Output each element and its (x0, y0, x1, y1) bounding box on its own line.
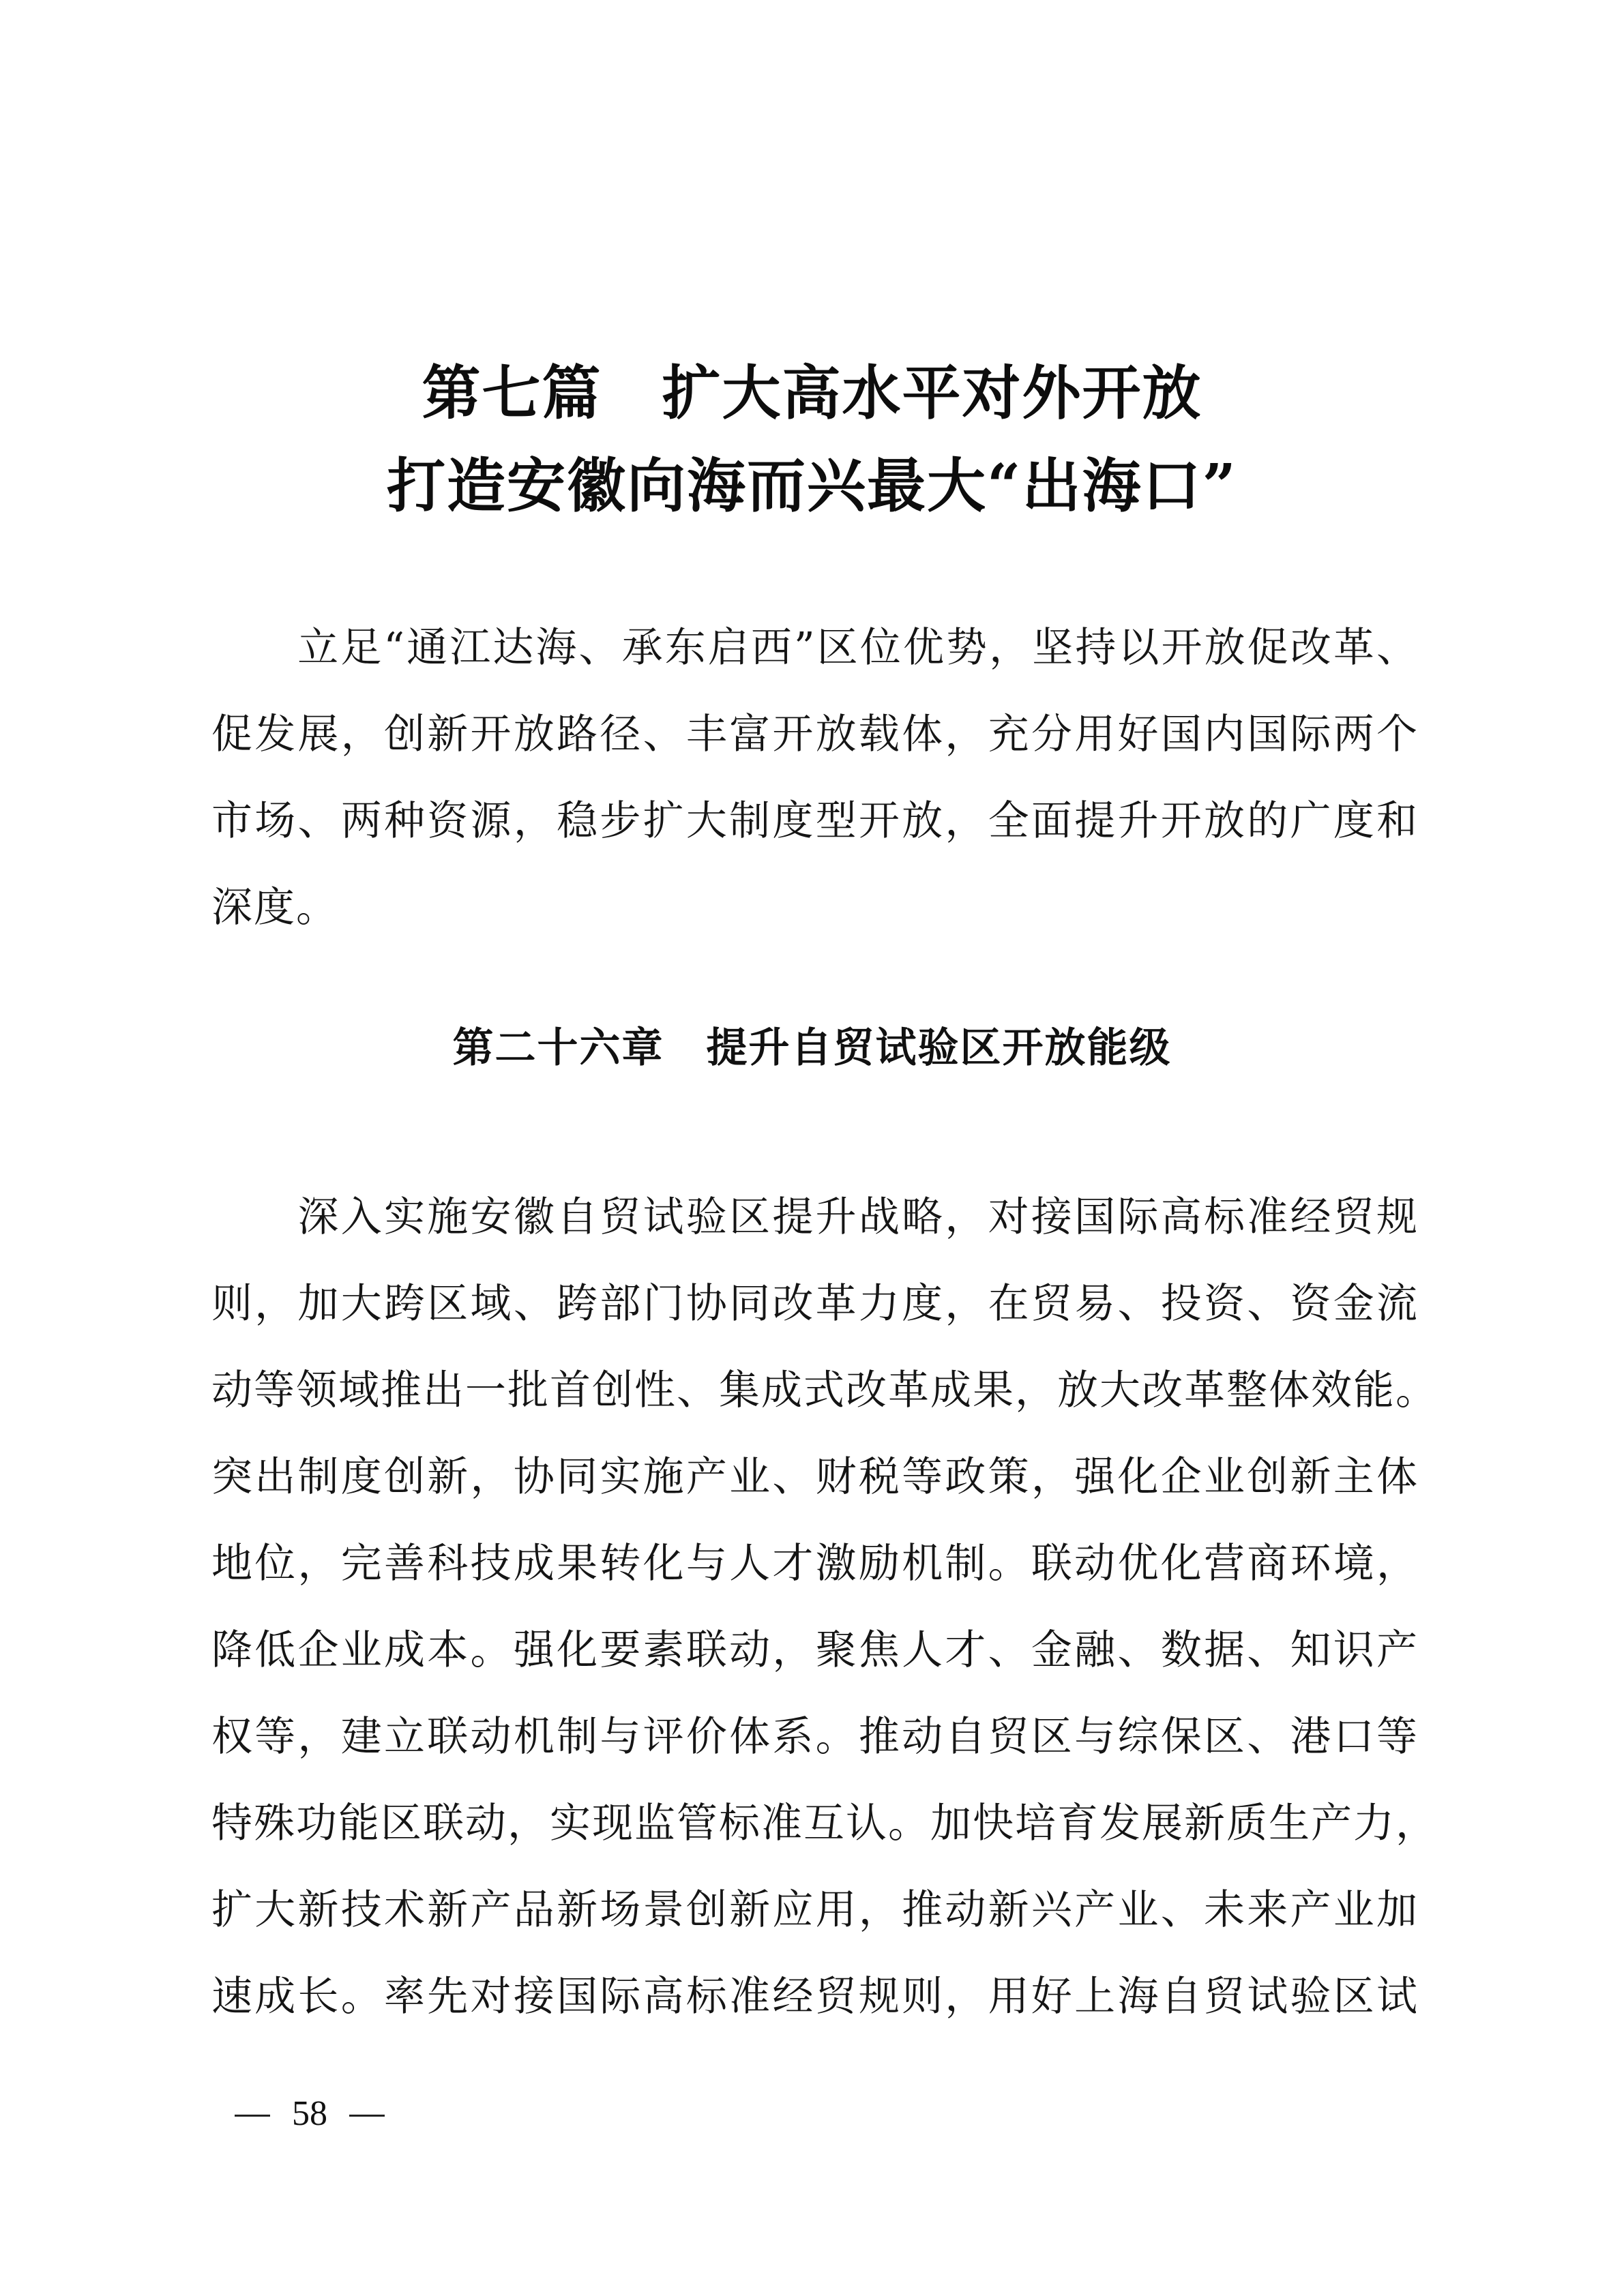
text-line: 促发展，创新开放路径、丰富开放载体，充分用好国内国际两个 (211, 711, 1419, 758)
text-line: 深度。 (211, 884, 338, 931)
page-footer (235, 2087, 385, 2141)
text-line: 地位，完善科技成果转化与人才激励机制。联动优化营商环境， (211, 1540, 1419, 1587)
text-line: 特殊功能区联动，实现监管标准互认。加快培育发展新质生产力， (211, 1800, 1438, 1847)
part-title-line-2: 打造安徽向海而兴最大“出海口” (387, 451, 1237, 520)
text-line: 动等领域推出一批首创性、集成式改革成果，放大改革整体效能。 (211, 1367, 1438, 1414)
text-line: 权等，建立联动机制与评价体系。推动自贸区与综保区、港口等 (211, 1713, 1419, 1761)
part-title-line-1: 第七篇 扩大高水平对外开放 (422, 359, 1202, 428)
page-number: 58 (292, 2094, 327, 2133)
text-line: 则，加大跨区域、跨部门协同改革力度，在贸易、投资、资金流 (211, 1280, 1419, 1328)
chapter-paragraph (211, 1174, 1438, 2040)
chapter-title: 第二十六章 提升自贸试验区开放能级 (452, 1024, 1172, 1072)
text-line: 降低企业成本。强化要素联动，聚焦人才、金融、数据、知识产 (211, 1626, 1419, 1674)
text-line: 立足“通江达海、承东启西”区位优势，坚持以开放促改革、 (211, 624, 1419, 672)
text-line: 市场、两种资源，稳步扩大制度型开放，全面提升开放的广度和 (211, 797, 1419, 845)
footer-dash-right (349, 2115, 385, 2117)
text-line: 突出制度创新，协同实施产业、财税等政策，强化企业创新主体 (211, 1453, 1419, 1501)
text-line: 扩大新技术新产品新场景创新应用，推动新兴产业、未来产业加 (211, 1886, 1419, 1934)
footer-dash-left (235, 2115, 270, 2117)
text-line: 速成长。率先对接国际高标准经贸规则，用好上海自贸试验区试 (211, 1973, 1419, 2021)
intro-paragraph (211, 605, 1419, 951)
text-line: 深入实施安徽自贸试验区提升战略，对接国际高标准经贸规 (211, 1193, 1419, 1241)
